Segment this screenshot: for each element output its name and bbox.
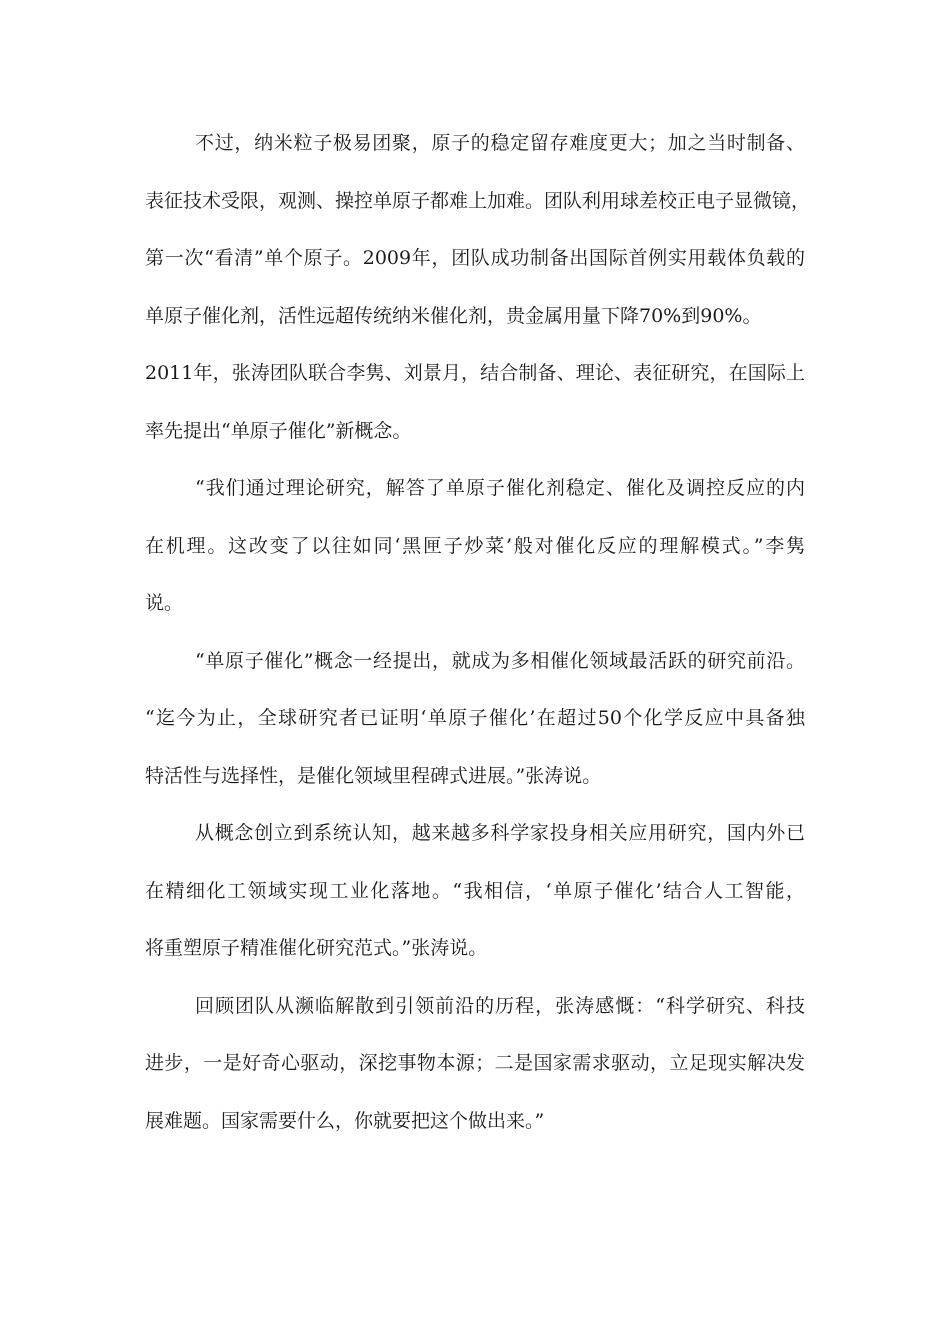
- text-line: 在精细化工领域实现工业化落地。“我相信，‘单原子催化’结合人工智能，: [145, 879, 805, 902]
- paragraph-2: [145, 469, 805, 642]
- text-line: 第一次“看清”单个原子。2009年，团队成功制备出国际首例实用载体负载的: [145, 247, 805, 269]
- text-line: 展难题。国家需要什么，你就要把这个做出来。”: [145, 1109, 545, 1132]
- paragraph-3: [145, 642, 805, 815]
- text-line: 不过，纳米粒子极易团聚，原子的稳定留存难度更大；加之当时制备、: [195, 132, 805, 154]
- text-line: “单原子催化”概念一经提出，就成为多相催化领域最活跃的研究前沿。: [195, 649, 805, 672]
- text-line: 将重塑原子精准催化研究范式。”张涛说。: [145, 937, 488, 959]
- text-line: 回顾团队从濒临解散到引领前沿的历程，张涛感慨：“科学研究、科技: [195, 994, 805, 1017]
- paragraph-5: [145, 987, 805, 1160]
- text-line: 2011年，张涛团队联合李隽、刘景月，结合制备、理论、表征研究，在国际上: [145, 362, 805, 384]
- paragraph-4: [145, 814, 805, 987]
- text-line: 说。: [145, 592, 184, 614]
- text-line: 在机理。这改变了以往如同‘黑匣子炒菜’般对催化反应的理解模式。”李隽: [145, 534, 805, 557]
- article-body: [145, 124, 811, 1159]
- text-line: 率先提出“单原子催化”新概念。: [145, 419, 412, 442]
- paragraph-1: [145, 124, 811, 469]
- text-line: 进步，一是好奇心驱动，深挖事物本源；二是国家需求驱动，立足现实解决发: [145, 1052, 805, 1074]
- text-line: 表征技术受限，观测、操控单原子都难上加难。团队利用球差校正电子显微镜，: [145, 189, 811, 212]
- text-line: 从概念创立到系统认知，越来越多科学家投身相关应用研究，国内外已: [195, 822, 805, 844]
- text-line: 单原子催化剂，活性远超传统纳米催化剂，贵金属用量下降70%到90%。: [145, 304, 762, 327]
- text-line: 特活性与选择性，是催化领域里程碑式进展。”张涛说。: [145, 764, 602, 787]
- text-line: “我们通过理论研究，解答了单原子催化剂稳定、催化及调控反应的内: [195, 477, 805, 499]
- text-line: “迄今为止，全球研究者已证明‘单原子催化’在超过50个化学反应中具备独: [145, 707, 805, 729]
